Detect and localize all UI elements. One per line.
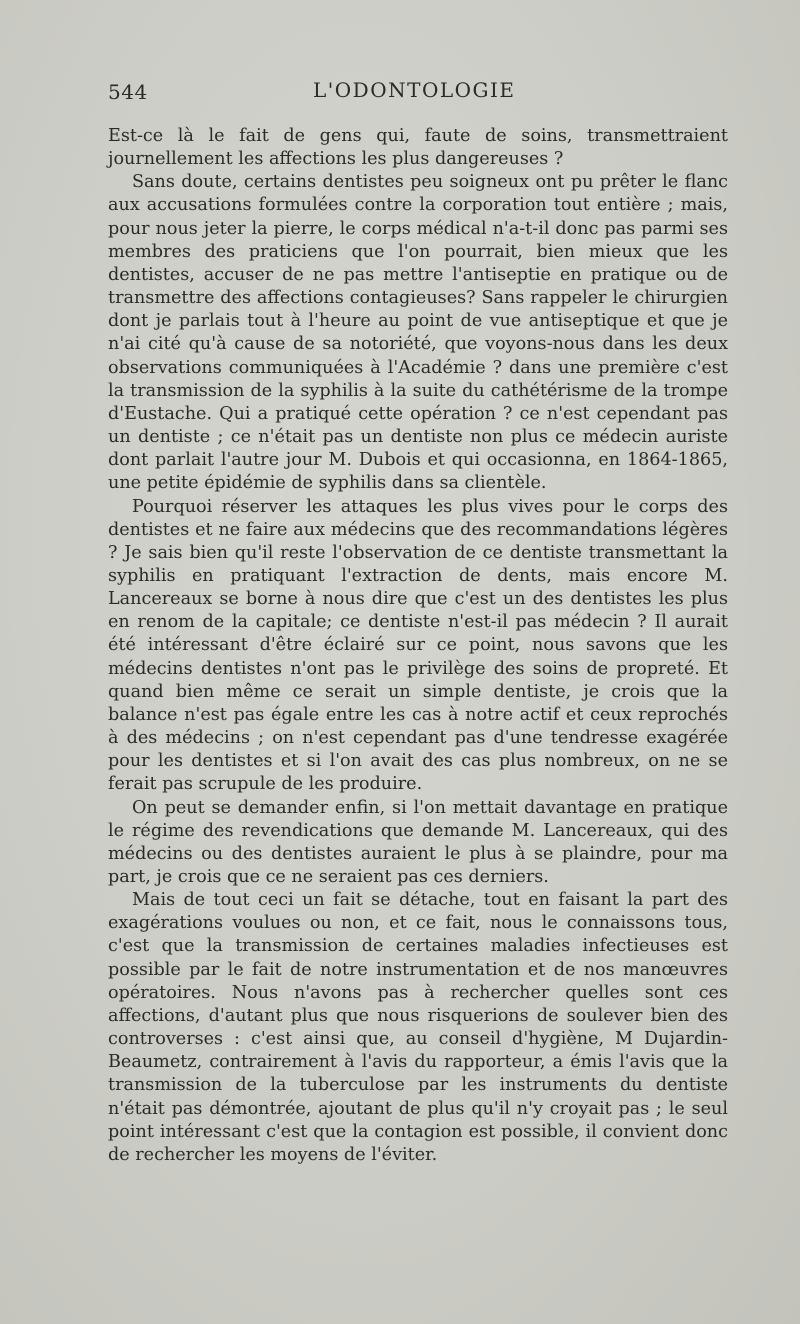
paragraph: Est-ce là le fait de gens qui, faute de soins, transmettraient journellement les affections les plus dangereuses ?: [108, 126, 728, 170]
running-title: L'ODONTOLOGIE: [313, 78, 516, 102]
body-text: [108, 125, 728, 1167]
page-header: [108, 78, 728, 110]
paragraph: Pourquoi réserver les attaques les plus vives pour le corps des dentistes et ne faire aux médecins que des recommandations légères ? Je sais bien qu'il reste l'observation de ce dentiste transmettant la syphilis en pratiquant l'extraction de dents, mais encore M. Lancereaux se borne à nous dire que c'est un des dentistes les plus en renom de la capitale; ce dentiste n'est-il pas médecin ? Il aurait été intéressant d'être éclairé sur ce point, nous savons que les médecins dentistes n'ont pas le privilège des soins de propreté. Et quand bien même ce serait un simple dentiste, je crois que la balance n'est pas égale entre les cas à notre actif et ceux reprochés à des médecins ; on n'est cependant pas d'une tendresse exagérée pour les dentistes et si l'on avait des cas plus nombreux, on ne se ferait pas scrupule de les produire.: [108, 496, 728, 795]
page-number: 544: [108, 80, 148, 104]
paragraph: Mais de tout ceci un fait se détache, tout en faisant la part des exagérations voulues ou non, et ce fait, nous le connaissons tous, c'est que la transmission de certaines maladies infectieuses est possible par le fait de notre instrumentation et de nos manœuvres opératoires. Nous n'avons pas à rechercher quelles sont ces affections, d'autant plus que nous risquerions de soulever bien des controverses : c'est ainsi que, au conseil d'hygiène, M Dujardin-Beaumetz, contrairement à l'avis du rapporteur, a émis l'avis que la transmission de la tuberculose par les instruments du dentiste n'était pas démontrée, ajoutant de plus qu'il n'y croyait pas ; le seul point intéressant c'est que la contagion est possible, il convient donc de rechercher les moyens de l'éviter.: [108, 890, 728, 1165]
paragraph: Sans doute, certains dentistes peu soigneux ont pu prêter le flanc aux accusations formulées contre la corporation tout entière ; mais, pour nous jeter la pierre, le corps médical n'a-t-il donc pas parmi ses membres des praticiens que l'on pourrait, bien mieux que les dentistes, accuser de ne pas mettre l'antiseptie en pratique ou de transmettre des affections contagieuses? Sans rappeler le chirurgien dont je parlais tout à l'heure au point de vue antiseptique et que je n'ai cité qu'à cause de sa notoriété, que voyons-nous dans les deux observations communiquées à l'Académie ? dans une première c'est la transmission de la syphilis à la suite du cathétérisme de la trompe d'Eustache. Qui a pratiqué cette opération ? ce n'est cependant pas un dentiste ; ce n'était pas un dentiste non plus ce médecin auriste dont parlait l'autre jour M. Dubois et qui occasionna, en 1864-1865, une petite épidémie de syphilis dans sa clientèle.: [108, 172, 728, 494]
paragraph: On peut se demander enfin, si l'on mettait davantage en pratique le régime des revendications que demande M. Lancereaux, qui des médecins ou des dentistes auraient le plus à se plaindre, pour ma part, je crois que ce ne seraient pas ces derniers.: [108, 797, 728, 887]
